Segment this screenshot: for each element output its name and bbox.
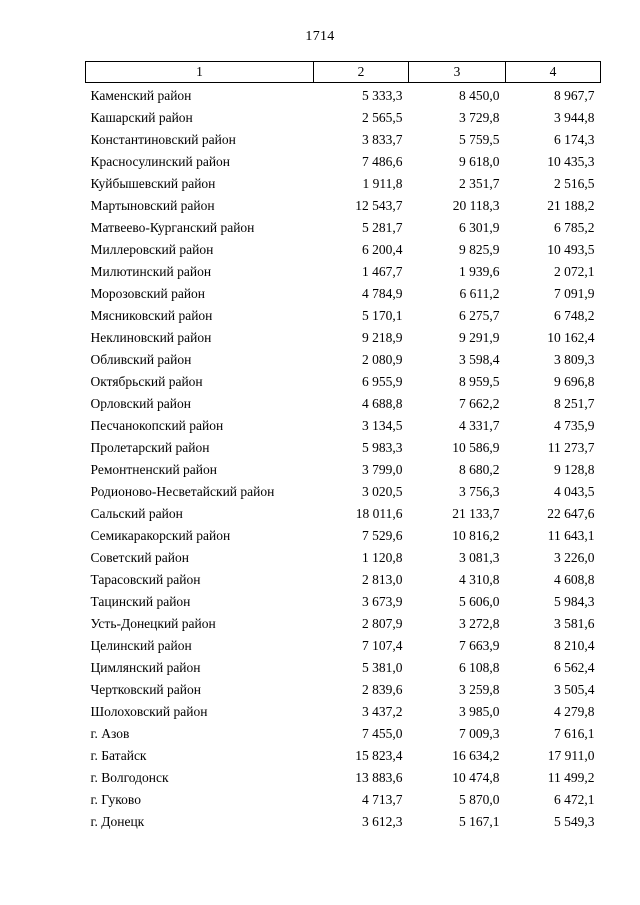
table-row [86, 239, 601, 261]
table-row [86, 217, 601, 239]
district-name-cell: Мартыновский район [90, 198, 215, 213]
value-cell: 3 833,7 [362, 132, 403, 147]
value-cell: 7 455,0 [362, 726, 403, 741]
table-row [86, 415, 601, 437]
value-cell: 3 505,4 [554, 682, 595, 697]
district-name-cell: Кашарский район [90, 110, 193, 125]
table-row [86, 107, 601, 129]
value-cell: 3 756,3 [459, 484, 500, 499]
district-name-cell: Красносулинский район [90, 154, 231, 169]
value-cell: 22 647,6 [547, 506, 595, 521]
district-name-cell: Целинский район [90, 638, 192, 653]
value-cell: 8 967,7 [554, 88, 595, 103]
table-row [86, 635, 601, 657]
value-cell: 17 911,0 [547, 748, 595, 763]
value-cell: 2 080,9 [362, 352, 403, 367]
district-name-cell: Сальский район [90, 506, 183, 521]
value-cell: 2 813,0 [362, 572, 403, 587]
district-name-cell: Советский район [90, 550, 189, 565]
value-cell: 4 688,8 [362, 396, 403, 411]
table-header [86, 62, 601, 83]
value-cell: 3 944,8 [554, 110, 595, 125]
table-row [86, 83, 601, 108]
district-name-cell: Орловский район [90, 396, 191, 411]
value-cell: 3 081,3 [459, 550, 500, 565]
value-cell: 13 883,6 [355, 770, 403, 785]
table-row [86, 283, 601, 305]
value-cell: 7 107,4 [362, 638, 403, 653]
value-cell: 6 200,4 [362, 242, 403, 257]
value-cell: 20 118,3 [452, 198, 500, 213]
value-cell: 1 467,7 [362, 264, 403, 279]
value-cell: 3 259,8 [459, 682, 500, 697]
value-cell: 9 825,9 [459, 242, 500, 257]
header-row [86, 62, 601, 83]
value-cell: 9 218,9 [362, 330, 403, 345]
district-name-cell: Куйбышевский район [90, 176, 216, 191]
table-row [86, 129, 601, 151]
value-cell: 8 680,2 [459, 462, 500, 477]
value-cell: 6 748,2 [554, 308, 595, 323]
district-name-cell: Константиновский район [90, 132, 236, 147]
value-cell: 6 785,2 [554, 220, 595, 235]
value-cell: 8 210,4 [554, 638, 595, 653]
value-cell: 4 784,9 [362, 286, 403, 301]
table-row [86, 613, 601, 635]
value-cell: 9 696,8 [554, 374, 595, 389]
district-name-cell: Усть-Донецкий район [90, 616, 216, 631]
value-cell: 3 985,0 [459, 704, 500, 719]
value-cell: 1 911,8 [362, 176, 403, 191]
value-cell: 9 618,0 [459, 154, 500, 169]
table-row [86, 723, 601, 745]
value-cell: 7 663,9 [459, 638, 500, 653]
district-name-cell: Неклиновский район [90, 330, 212, 345]
value-cell: 6 174,3 [554, 132, 595, 147]
value-cell: 3 134,5 [362, 418, 403, 433]
table-row [86, 701, 601, 723]
district-name-cell: Цимлянский район [90, 660, 201, 675]
value-cell: 5 549,3 [554, 814, 595, 829]
table-row [86, 657, 601, 679]
value-cell: 7 009,3 [459, 726, 500, 741]
value-cell: 4 279,8 [554, 704, 595, 719]
value-cell: 3 020,5 [362, 484, 403, 499]
value-cell: 10 162,4 [547, 330, 595, 345]
district-name-cell: Каменский район [90, 88, 192, 103]
value-cell: 6 301,9 [459, 220, 500, 235]
value-cell: 15 823,4 [355, 748, 403, 763]
value-cell: 5 606,0 [459, 594, 500, 609]
value-cell: 10 816,2 [452, 528, 500, 543]
value-cell: 3 673,9 [362, 594, 403, 609]
district-name-cell: г. Донецк [90, 814, 145, 829]
district-name-cell: Ремонтненский район [90, 462, 217, 477]
value-cell: 1 939,6 [459, 264, 500, 279]
value-cell: 5 167,1 [459, 814, 500, 829]
column-header: 3 [409, 62, 506, 83]
value-cell: 4 043,5 [554, 484, 595, 499]
value-cell: 8 959,5 [459, 374, 500, 389]
value-cell: 5 984,3 [554, 594, 595, 609]
value-cell: 6 108,8 [459, 660, 500, 675]
value-cell: 5 983,3 [362, 440, 403, 455]
value-cell: 11 273,7 [547, 440, 595, 455]
table-row [86, 261, 601, 283]
value-cell: 6 275,7 [459, 308, 500, 323]
table-row [86, 745, 601, 767]
table-row [86, 503, 601, 525]
value-cell: 6 562,4 [554, 660, 595, 675]
value-cell: 7 662,2 [459, 396, 500, 411]
value-cell: 6 472,1 [554, 792, 595, 807]
table-row [86, 151, 601, 173]
value-cell: 7 486,6 [362, 154, 403, 169]
value-cell: 7 616,1 [554, 726, 595, 741]
value-cell: 3 598,4 [459, 352, 500, 367]
value-cell: 9 291,9 [459, 330, 500, 345]
value-cell: 5 381,0 [362, 660, 403, 675]
district-name-cell: Мясниковский район [90, 308, 213, 323]
value-cell: 7 529,6 [362, 528, 403, 543]
table-row [86, 173, 601, 195]
table-row [86, 767, 601, 789]
district-name-cell: г. Гуково [90, 792, 141, 807]
value-cell: 3 809,3 [554, 352, 595, 367]
column-header: 2 [314, 62, 409, 83]
value-cell: 5 170,1 [362, 308, 403, 323]
district-name-cell: Октябрьский район [90, 374, 203, 389]
value-cell: 6 955,9 [362, 374, 403, 389]
table-row [86, 349, 601, 371]
value-cell: 11 499,2 [547, 770, 595, 785]
district-name-cell: Пролетарский район [90, 440, 210, 455]
value-cell: 4 310,8 [459, 572, 500, 587]
value-cell: 5 759,5 [459, 132, 500, 147]
value-cell: 3 729,8 [459, 110, 500, 125]
table-row [86, 525, 601, 547]
value-cell: 2 807,9 [362, 616, 403, 631]
value-cell: 16 634,2 [452, 748, 500, 763]
value-cell: 12 543,7 [355, 198, 403, 213]
data-table [85, 61, 601, 833]
district-name-cell: г. Азов [90, 726, 130, 741]
value-cell: 10 586,9 [452, 440, 500, 455]
value-cell: 2 351,7 [459, 176, 500, 191]
value-cell: 4 331,7 [459, 418, 500, 433]
value-cell: 8 450,0 [459, 88, 500, 103]
value-cell: 10 474,8 [452, 770, 500, 785]
value-cell: 4 608,8 [554, 572, 595, 587]
district-name-cell: г. Волгодонск [90, 770, 169, 785]
district-name-cell: Миллеровский район [90, 242, 214, 257]
table-row [86, 811, 601, 833]
table-row [86, 371, 601, 393]
value-cell: 2 072,1 [554, 264, 595, 279]
district-name-cell: Тацинский район [90, 594, 191, 609]
district-name-cell: г. Батайск [90, 748, 147, 763]
value-cell: 3 226,0 [554, 550, 595, 565]
table-row [86, 569, 601, 591]
district-name-cell: Тарасовский район [90, 572, 201, 587]
value-cell: 21 133,7 [452, 506, 500, 521]
value-cell: 21 188,2 [547, 198, 595, 213]
district-name-cell: Обливский район [90, 352, 192, 367]
district-name-cell: Песчанокопский район [90, 418, 224, 433]
table-row [86, 393, 601, 415]
column-header: 1 [86, 62, 314, 83]
table-row [86, 789, 601, 811]
value-cell: 9 128,8 [554, 462, 595, 477]
value-cell: 3 581,6 [554, 616, 595, 631]
table-row [86, 305, 601, 327]
district-name-cell: Семикаракорский район [90, 528, 231, 543]
value-cell: 5 333,3 [362, 88, 403, 103]
value-cell: 4 713,7 [362, 792, 403, 807]
table-body [86, 83, 601, 834]
district-name-cell: Чертковский район [90, 682, 201, 697]
value-cell: 3 437,2 [362, 704, 403, 719]
value-cell: 2 565,5 [362, 110, 403, 125]
table-row [86, 481, 601, 503]
table-row [86, 459, 601, 481]
district-name-cell: Морозовский район [90, 286, 206, 301]
value-cell: 18 011,6 [355, 506, 403, 521]
value-cell: 5 281,7 [362, 220, 403, 235]
value-cell: 10 493,5 [547, 242, 595, 257]
table-row [86, 591, 601, 613]
district-name-cell: Матвеево-Курганский район [90, 220, 255, 235]
table-row [86, 327, 601, 349]
district-name-cell: Шолоховский район [90, 704, 208, 719]
district-name-cell: Милютинский район [90, 264, 212, 279]
value-cell: 8 251,7 [554, 396, 595, 411]
value-cell: 10 435,3 [547, 154, 595, 169]
column-header: 4 [506, 62, 601, 83]
value-cell: 6 611,2 [459, 286, 500, 301]
value-cell: 11 643,1 [547, 528, 595, 543]
table-row [86, 195, 601, 217]
value-cell: 1 120,8 [362, 550, 403, 565]
value-cell: 3 799,0 [362, 462, 403, 477]
value-cell: 2 516,5 [554, 176, 595, 191]
value-cell: 3 272,8 [459, 616, 500, 631]
table-row [86, 547, 601, 569]
page-number: 1714 [305, 29, 335, 44]
value-cell: 7 091,9 [554, 286, 595, 301]
table-row [86, 437, 601, 459]
value-cell: 5 870,0 [459, 792, 500, 807]
district-name-cell: Родионово-Несветайский район [90, 484, 275, 499]
value-cell: 4 735,9 [554, 418, 595, 433]
value-cell: 2 839,6 [362, 682, 403, 697]
table-row [86, 679, 601, 701]
value-cell: 3 612,3 [362, 814, 403, 829]
